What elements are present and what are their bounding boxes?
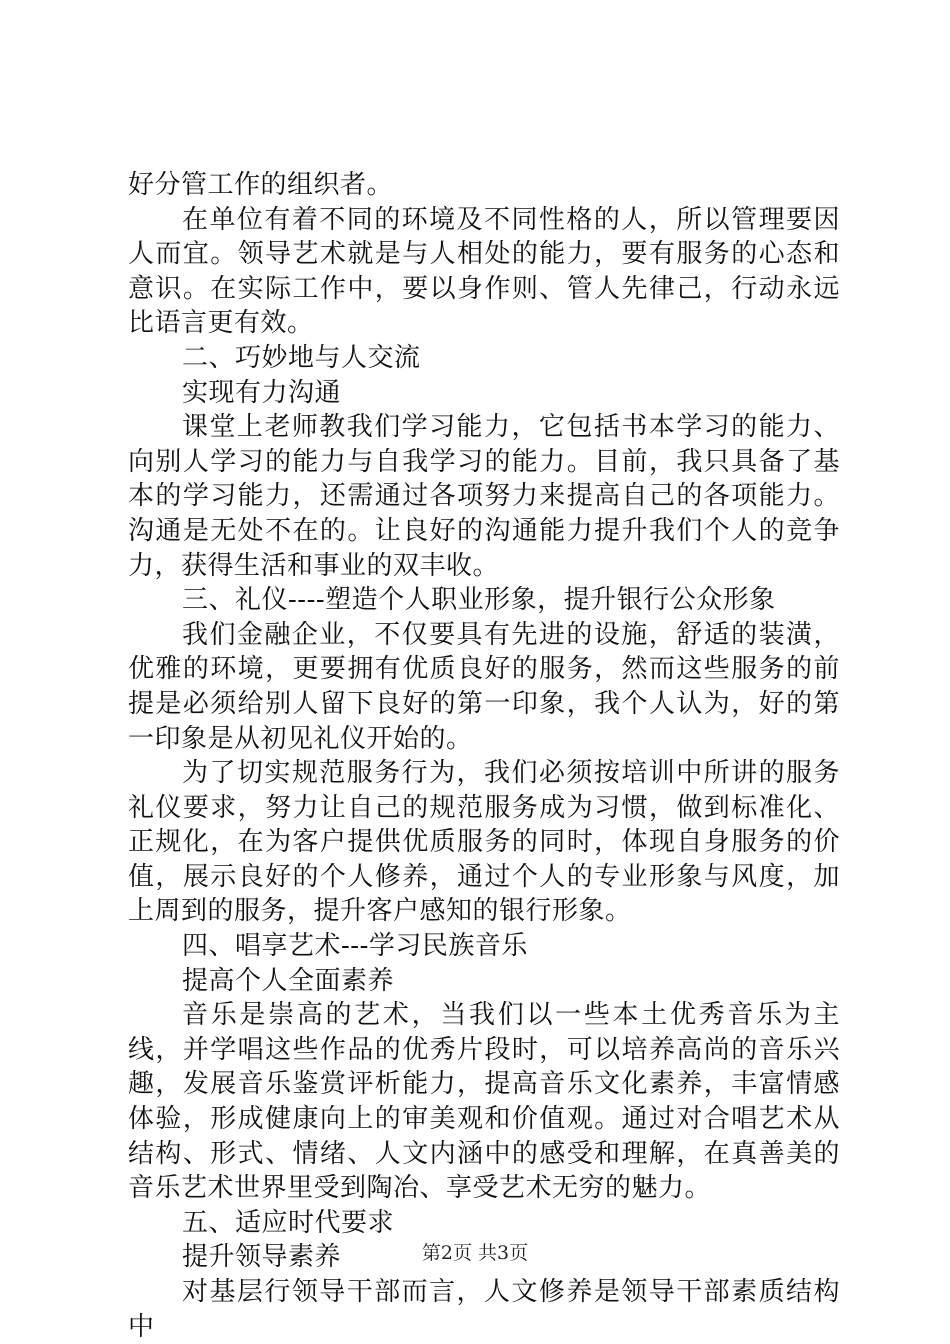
- paragraph-3: 课堂上老师教我们学习能力，它包括书本学习的能力、向别人学习的能力与自我学习的能力。目前，我只具备了基本的学习能力，还需通过各项努力来提高自己的各项能力。沟通是无处不在的。让良好的沟通能力提升我们个人的竞争力，获得生活和事业的双丰收。: [128, 412, 840, 581]
- section-heading-3: 三、礼仪----塑造个人职业形象，提升银行公众形象: [182, 585, 776, 616]
- page-number-footer: 第2页 共3页: [421, 1242, 529, 1264]
- section-heading-2: 二、巧妙地与人交流: [182, 342, 421, 373]
- paragraph-7: 对基层行领导干部而言，人文修养是领导干部素质结构中: [128, 1277, 840, 1342]
- paragraph-1: 好分管工作的组织者。: [128, 170, 394, 200]
- section-subheading-5: 提升领导素养: [182, 1242, 342, 1273]
- section-subheading-2: 实现有力沟通: [182, 377, 342, 408]
- document-body: [128, 168, 840, 1344]
- paragraph-5: 为了切实规范服务行为，我们必须按培训中所讲的服务礼仪要求，努力让自己的规范服务成为习惯，做到标准化、正规化，在为客户提供优质服务的同时，体现自身服务的价值，展示良好的个人修养，通过个人的专业形象与风度，加上周到的服务，提升客户感知的银行形象。: [128, 758, 840, 927]
- section-heading-5: 五、适应时代要求: [182, 1207, 395, 1238]
- paragraph-4: 我们金融企业，不仅要具有先进的设施，舒适的装潢，优雅的环境，更要拥有优质良好的服务，然而这些服务的前提是必须给别人留下良好的第一印象，我个人认为，好的第一印象是从初见礼仪开始的。: [128, 619, 840, 754]
- paragraph-6: 音乐是崇高的艺术，当我们以一些本土优秀音乐为主线，并学唱这些作品的优秀片段时，可以培养高尚的音乐兴趣，发展音乐鉴赏评析能力，提高音乐文化素养，丰富情感体验，形成健康向上的审美观和价值观。通过对合唱艺术从结构、形式、情绪、人文内涵中的感受和理解，在真善美的音乐艺术世界里受到陶冶、享受艺术无穷的魅力。: [128, 1000, 840, 1204]
- paragraph-2: 在单位有着不同的环境及不同性格的人，所以管理要因人而宜。领导艺术就是与人相处的能力，要有服务的心态和意识。在实际工作中，要以身作则、管人先律己，行动永远比语言更有效。: [128, 204, 840, 339]
- section-heading-4: 四、唱享艺术---学习民族音乐: [182, 931, 528, 962]
- section-subheading-4: 提高个人全面素养: [182, 965, 395, 996]
